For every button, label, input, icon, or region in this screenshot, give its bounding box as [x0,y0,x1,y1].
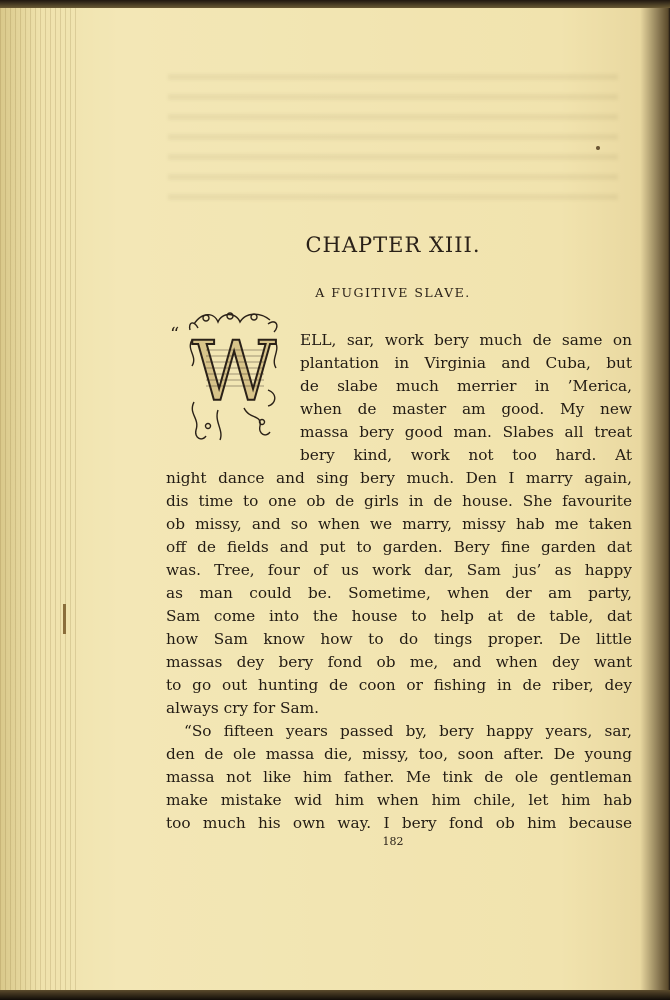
page-top-edge [0,0,670,8]
text-line: off de fields and put to garden. Bery fine garden dat [166,538,632,556]
text-line: bery kind, work not too hard. At [300,446,632,464]
text-line: always cry for Sam. [166,699,319,717]
text-line: ELL, sar, work bery much de same on [300,331,632,349]
chapter-heading: CHAPTER XIII. [305,233,481,257]
ornamental-drop-cap [184,310,284,446]
text-line: Sam come into the house to help at de table, dat [166,607,632,625]
margin-mark [63,604,66,634]
text-line: massa bery good man. Slabes all treat [300,423,632,441]
text-line: night dance and sing bery much. Den I marry again, [166,469,632,487]
text-line: make mistake wid him when him chile, let him hab [166,791,632,809]
text-line: de slabe much merrier in ’Merica, [300,377,632,395]
page-number: 182 [382,835,404,848]
text-line: when de master am good. My new [300,400,632,418]
text-line: was. Tree, four of us work dar, Sam jus’ as happy [166,561,632,579]
text-line: dis time to one ob de girls in de house. She favourite [166,492,632,510]
text-line: plantation in Virginia and Cuba, but [300,354,632,372]
text-line: as man could be. Sometime, when der am party, [166,584,632,602]
drop-cap-letter: W [191,325,277,420]
ink-spot [596,146,600,150]
text-line: how Sam know how to do tings proper. De little [166,630,632,648]
opening-quote: “ [170,324,180,345]
text-line: den de ole massa die, missy, too, soon after. De young [166,745,632,763]
text-line: massa not like him father. Me tink de ole gentleman [166,768,632,786]
chapter-title: A FUGITIVE SLAVE. [315,285,471,300]
text-line: massas dey bery fond ob me, and when dey want [166,653,632,671]
bleed-through-text [168,60,618,200]
text-line: to go out hunting de coon or fishing in de riber, dey [166,676,632,694]
text-line: “So fifteen years passed by, bery happy years, sar, [184,722,632,740]
text-line: ob missy, and so when we marry, missy hab me taken [166,515,632,533]
text-line: too much his own way. I bery fond ob him because [166,814,632,832]
page-bottom-edge [0,990,670,1000]
